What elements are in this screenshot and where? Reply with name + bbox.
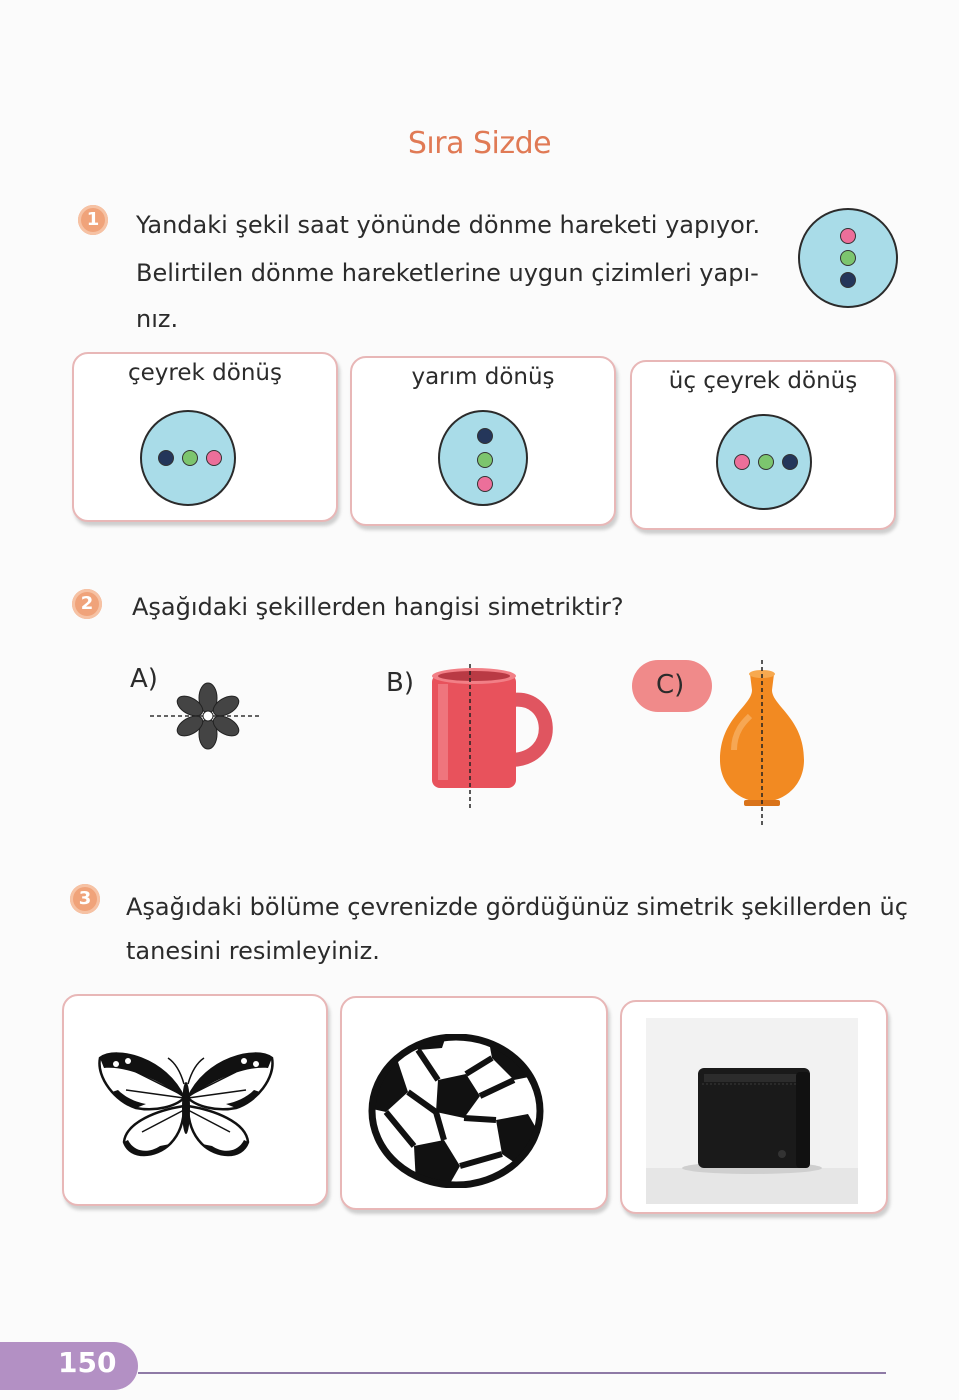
rotation-disc-reference bbox=[798, 208, 898, 308]
question-3-line-2: tanesini resimleyiniz. bbox=[126, 937, 380, 965]
question-number-2: 2 bbox=[72, 589, 102, 619]
question-number-1: 1 bbox=[78, 205, 108, 235]
vase-icon bbox=[712, 660, 812, 830]
dot-pink bbox=[206, 450, 222, 466]
dot-navy bbox=[840, 272, 856, 288]
dot-green bbox=[758, 454, 774, 470]
page-number: 150 bbox=[58, 1346, 117, 1379]
card-three-quarter-turn bbox=[630, 360, 896, 530]
card-half-turn bbox=[350, 356, 616, 526]
dot-navy bbox=[477, 428, 493, 444]
dot-pink bbox=[734, 454, 750, 470]
page-title: Sıra Sizde bbox=[407, 126, 552, 161]
dot-green bbox=[182, 450, 198, 466]
card-label-quarter-turn: çeyrek dönüş bbox=[128, 360, 282, 386]
card-drawing-1 bbox=[62, 994, 328, 1206]
card-drawing-3 bbox=[620, 1000, 888, 1214]
rotation-disc-quarter bbox=[140, 410, 236, 506]
card-label-half-turn: yarım dönüş bbox=[411, 364, 555, 390]
question-2-text: Aşağıdaki şekillerden hangisi simetriktir? bbox=[132, 593, 624, 621]
wallet-icon bbox=[646, 1018, 858, 1204]
option-b-label: B) bbox=[386, 668, 414, 698]
flower-icon bbox=[148, 680, 264, 752]
card-drawing-2 bbox=[340, 996, 608, 1210]
question-1-line-3: nız. bbox=[136, 305, 179, 333]
dot-pink bbox=[477, 476, 493, 492]
question-1-line-1: Yandaki şekil saat yönünde dönme hareketi yapıyor. bbox=[136, 211, 761, 239]
option-a-label: A) bbox=[130, 664, 158, 694]
dot-green bbox=[477, 452, 493, 468]
question-number-3: 3 bbox=[70, 884, 100, 914]
mug-icon bbox=[426, 664, 562, 812]
dot-navy bbox=[782, 454, 798, 470]
footer-divider bbox=[138, 1372, 886, 1374]
dot-green bbox=[840, 250, 856, 266]
rotation-disc-half bbox=[438, 410, 528, 506]
rotation-disc-three-quarter bbox=[716, 414, 812, 510]
question-1-line-2: Belirtilen dönme hareketlerine uygun çizimleri yapı- bbox=[136, 259, 759, 287]
card-label-three-quarter-turn: üç çeyrek dönüş bbox=[668, 368, 858, 394]
dot-navy bbox=[158, 450, 174, 466]
option-c-label: C) bbox=[656, 670, 685, 700]
butterfly-icon bbox=[96, 1048, 276, 1166]
dot-pink bbox=[840, 228, 856, 244]
question-3-line-1: Aşağıdaki bölüme çevrenizde gördüğünüz simetrik şekillerden üç bbox=[126, 893, 908, 921]
card-quarter-turn bbox=[72, 352, 338, 522]
soccer-ball-icon bbox=[368, 1034, 544, 1188]
